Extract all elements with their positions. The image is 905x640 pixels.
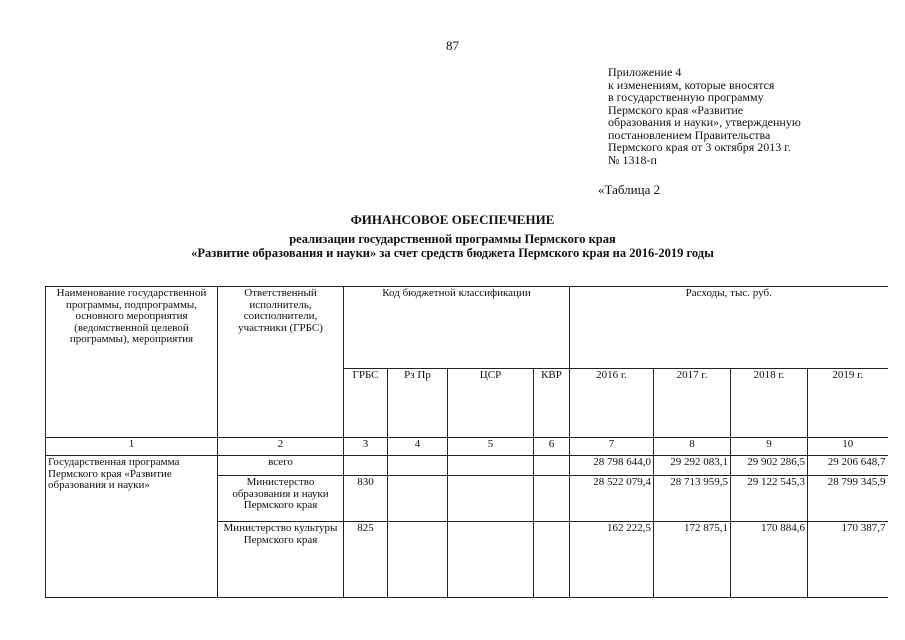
column-number: 4: [388, 438, 448, 456]
column-number: 7: [570, 438, 654, 456]
header-executor: Ответственный исполнитель, соисполнители, участники (ГРБС): [218, 287, 344, 438]
value-2019: 29 206 648,7: [808, 456, 888, 476]
appendix-line: постановлением Правительства: [608, 127, 771, 142]
header-2019: 2019 г.: [808, 369, 888, 438]
table-reference: «Таблица 2: [598, 182, 661, 197]
value-2017: 29 292 083,1: [654, 456, 731, 476]
header-2018: 2018 г.: [731, 369, 808, 438]
header-expenses-group: Расходы, тыс. руб.: [570, 287, 888, 369]
table-row: [46, 456, 888, 476]
document-subtitle: [0, 232, 905, 260]
header-grbs: ГРБС: [344, 369, 388, 438]
executor-cell: Министерство культуры Пермского края: [218, 522, 344, 598]
page-number: 87: [446, 38, 459, 53]
column-number: 3: [344, 438, 388, 456]
column-number-row: [46, 438, 888, 456]
value-2018: 29 122 545,3: [731, 476, 808, 522]
header-row: [46, 287, 888, 369]
csr-cell: [448, 456, 534, 476]
program-name: Государственная программа Пермского края «Развитие образования и науки»: [46, 456, 218, 598]
csr-cell: [448, 522, 534, 598]
value-2016: 162 222,5: [570, 522, 654, 598]
appendix-line: № 1318-п: [608, 152, 657, 167]
column-number: 10: [808, 438, 888, 456]
kvr-cell: [534, 476, 570, 522]
appendix-line: Пермского края «Развитие: [608, 102, 744, 117]
rzpr-cell: [388, 476, 448, 522]
column-number: 9: [731, 438, 808, 456]
appendix-line: Приложение 4: [608, 65, 682, 79]
document-title: ФИНАНСОВОЕ ОБЕСПЕЧЕНИЕ: [350, 212, 555, 227]
executor-cell: Министерство образования и науки Пермского края: [218, 476, 344, 522]
rzpr-cell: [388, 522, 448, 598]
appendix-line: в государственную программу: [608, 90, 764, 104]
grbs-cell: 830: [344, 476, 388, 522]
financing-table: [45, 286, 888, 598]
grbs-cell: [344, 456, 388, 476]
header-csr: ЦСР: [448, 369, 534, 438]
kvr-cell: [534, 522, 570, 598]
value-2018: 29 902 286,5: [731, 456, 808, 476]
column-number: 5: [448, 438, 534, 456]
grbs-cell: 825: [344, 522, 388, 598]
value-2017: 28 713 959,5: [654, 476, 731, 522]
appendix-line: Пермского края от 3 октября 2013 г.: [608, 140, 791, 154]
executor-cell: всего: [218, 456, 344, 476]
header-code-group: Код бюджетной классификации: [344, 287, 570, 369]
header-rzpr: Рз Пр: [388, 369, 448, 438]
appendix-line: к изменениям, которые вносятся: [608, 77, 775, 92]
subtitle-line: «Развитие образования и науки» за счет средств бюджета Пермского края на 2016-2019 годы: [191, 246, 714, 260]
subtitle-line: реализации государственной программы Пермского края: [289, 232, 616, 246]
value-2017: 172 875,1: [654, 522, 731, 598]
value-2018: 170 884,6: [731, 522, 808, 598]
column-number: 6: [534, 438, 570, 456]
value-2019: 28 799 345,9: [808, 476, 888, 522]
column-number: 8: [654, 438, 731, 456]
rzpr-cell: [388, 456, 448, 476]
header-2017: 2017 г.: [654, 369, 731, 438]
kvr-cell: [534, 456, 570, 476]
header-name: Наименование государственной программы, подпрограммы, основного мероприятия (ведомственной целевой программы), мероприятия: [46, 287, 218, 438]
column-number: 1: [46, 438, 218, 456]
appendix-note: [608, 66, 801, 166]
appendix-line: образования и науки», утвержденную: [608, 115, 801, 129]
value-2016: 28 522 079,4: [570, 476, 654, 522]
value-2019: 170 387,7: [808, 522, 888, 598]
value-2016: 28 798 644,0: [570, 456, 654, 476]
csr-cell: [448, 476, 534, 522]
column-number: 2: [218, 438, 344, 456]
header-kvr: КВР: [534, 369, 570, 438]
header-2016: 2016 г.: [570, 369, 654, 438]
